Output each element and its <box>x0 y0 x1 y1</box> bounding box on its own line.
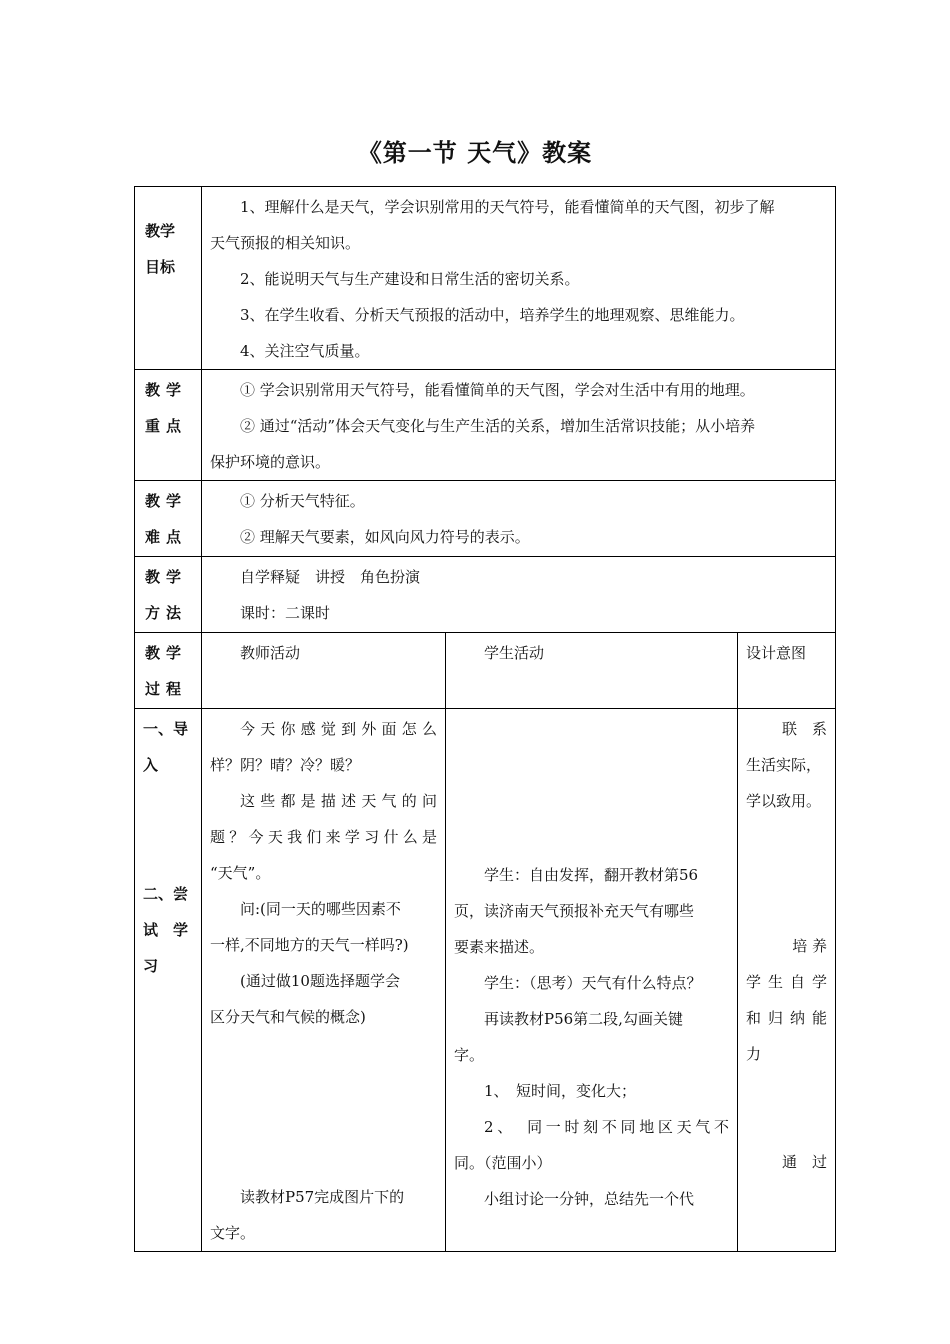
design-line: 学以致用。 <box>746 792 822 810</box>
page-title: 《第一节 天气》教案 <box>357 138 593 167</box>
teacher-line: 问:(同一天的哪些因素不 <box>240 900 401 918</box>
objective-item: 2、能说明天气与生产建设和日常生活的密切关系。 <box>240 270 580 288</box>
section-try-line3: 习 <box>143 957 159 975</box>
section-try-line2: 试 学 <box>143 921 189 939</box>
objectives-content <box>202 187 836 370</box>
student-line: 页，读济南天气预报补充天气有哪些 <box>454 902 695 920</box>
teacher-line: 题？今天我们来学习什么是 <box>210 828 437 846</box>
difficulty-item: ② 理解天气要素，如风向风力符号的表示。 <box>240 528 530 546</box>
key-points-content <box>202 370 836 481</box>
design-line: 学 生 自 学 <box>746 973 828 991</box>
difficulty-item: ① 分析天气特征。 <box>240 492 365 510</box>
objective-item: 4、关注空气质量。 <box>240 342 370 360</box>
design-intent-header-text: 设计意图 <box>746 644 807 662</box>
design-intent-content <box>738 709 836 1252</box>
difficulties-row <box>135 481 836 557</box>
key-point-item: ① 学会识别常用天气符号，能看懂简单的天气图，学会对生活中有用的地理。 <box>240 381 755 399</box>
methods-label-line2: 方法 <box>145 604 188 622</box>
design-line: 生活实际， <box>746 756 822 774</box>
key-points-label-line1: 教学 <box>145 381 188 399</box>
student-line: 学生：自由发挥，翻开教材第56 <box>484 866 699 884</box>
teacher-line: 今天你感觉到外面怎么 <box>240 720 437 738</box>
section-column <box>135 709 202 1252</box>
difficulties-label <box>135 481 202 557</box>
teacher-activity-header <box>202 633 446 709</box>
key-points-row <box>135 370 836 481</box>
teacher-line: (通过做10题选择题学会 <box>240 972 400 990</box>
method-item: 自学释疑 讲授 角色扮演 <box>240 568 421 586</box>
process-header-row <box>135 633 836 709</box>
design-line: 联 系 <box>782 720 828 738</box>
methods-content <box>202 557 836 633</box>
objective-item: 1、理解什么是天气，学会识别常用的天气符号，能看懂简单的天气图，初步了解 <box>240 198 775 216</box>
student-line: 再读教材P56第二段,勾画关键 <box>484 1010 683 1028</box>
teacher-line: 这些都是描述天气的问 <box>240 792 437 810</box>
teacher-line: 区分天气和气候的概念) <box>210 1008 366 1026</box>
teacher-activity-content <box>202 709 446 1252</box>
teacher-line: 文字。 <box>210 1224 256 1242</box>
objective-item: 3、在学生收看、分析天气预报的活动中，培养学生的地理观察、思维能力。 <box>240 306 745 324</box>
design-intent-header <box>738 633 836 709</box>
objectives-label-line2: 目标 <box>145 258 176 276</box>
section-intro-line2: 入 <box>143 756 159 774</box>
student-line: 学生：（思考）天气有什么特点？ <box>484 974 702 992</box>
student-line: 同。（范围小） <box>454 1154 552 1172</box>
process-label-line2: 过程 <box>145 680 188 698</box>
difficulties-content <box>202 481 836 557</box>
objectives-label <box>135 187 202 370</box>
objective-item: 天气预报的相关知识。 <box>210 234 361 252</box>
student-activity-header <box>446 633 738 709</box>
student-activity-header-text: 学生活动 <box>484 644 545 662</box>
teacher-line: 读教材P57完成图片下的 <box>240 1188 405 1206</box>
student-line: 1、 短时间，变化大； <box>484 1082 637 1100</box>
methods-label-line1: 教学 <box>145 568 188 586</box>
section-try-line1: 二、尝 <box>143 885 189 903</box>
methods-row <box>135 557 836 633</box>
design-line: 通 过 <box>782 1153 828 1171</box>
process-label-line1: 教学 <box>145 644 188 662</box>
teacher-line: 样？阴？晴？冷？暖？ <box>210 756 361 774</box>
difficulties-label-line2: 难点 <box>145 528 188 546</box>
key-point-item: 保护环境的意识。 <box>210 453 331 471</box>
student-line: 要素来描述。 <box>454 938 545 956</box>
student-line: 字。 <box>454 1046 485 1064</box>
difficulties-label-line1: 教学 <box>145 492 188 510</box>
method-item: 课时：二课时 <box>240 604 331 622</box>
design-line: 培 养 <box>792 937 828 955</box>
teacher-line: “天气”。 <box>210 864 271 882</box>
key-point-item: ② 通过“活动”体会天气变化与生产生活的关系，增加生活常识技能；从小培养 <box>240 417 756 435</box>
methods-label <box>135 557 202 633</box>
student-line: 2、 同一时刻不同地区天气不 <box>484 1118 729 1136</box>
teacher-line: 一样,不同地方的天气一样吗?) <box>210 936 409 954</box>
lesson-plan-table <box>134 186 836 1252</box>
key-points-label-line2: 重点 <box>145 417 188 435</box>
student-activity-content <box>446 709 738 1252</box>
design-line: 和 归 纳 能 <box>746 1009 828 1027</box>
section-intro-line1: 一、导 <box>143 720 189 738</box>
key-points-label <box>135 370 202 481</box>
student-line: 小组讨论一分钟，总结先一个代 <box>484 1190 695 1208</box>
process-label <box>135 633 202 709</box>
objectives-label-line1: 教学 <box>145 222 176 240</box>
teacher-activity-header-text: 教师活动 <box>240 644 301 662</box>
objectives-row <box>135 187 836 370</box>
design-line: 力 <box>746 1045 762 1063</box>
process-body-row <box>135 709 836 1252</box>
